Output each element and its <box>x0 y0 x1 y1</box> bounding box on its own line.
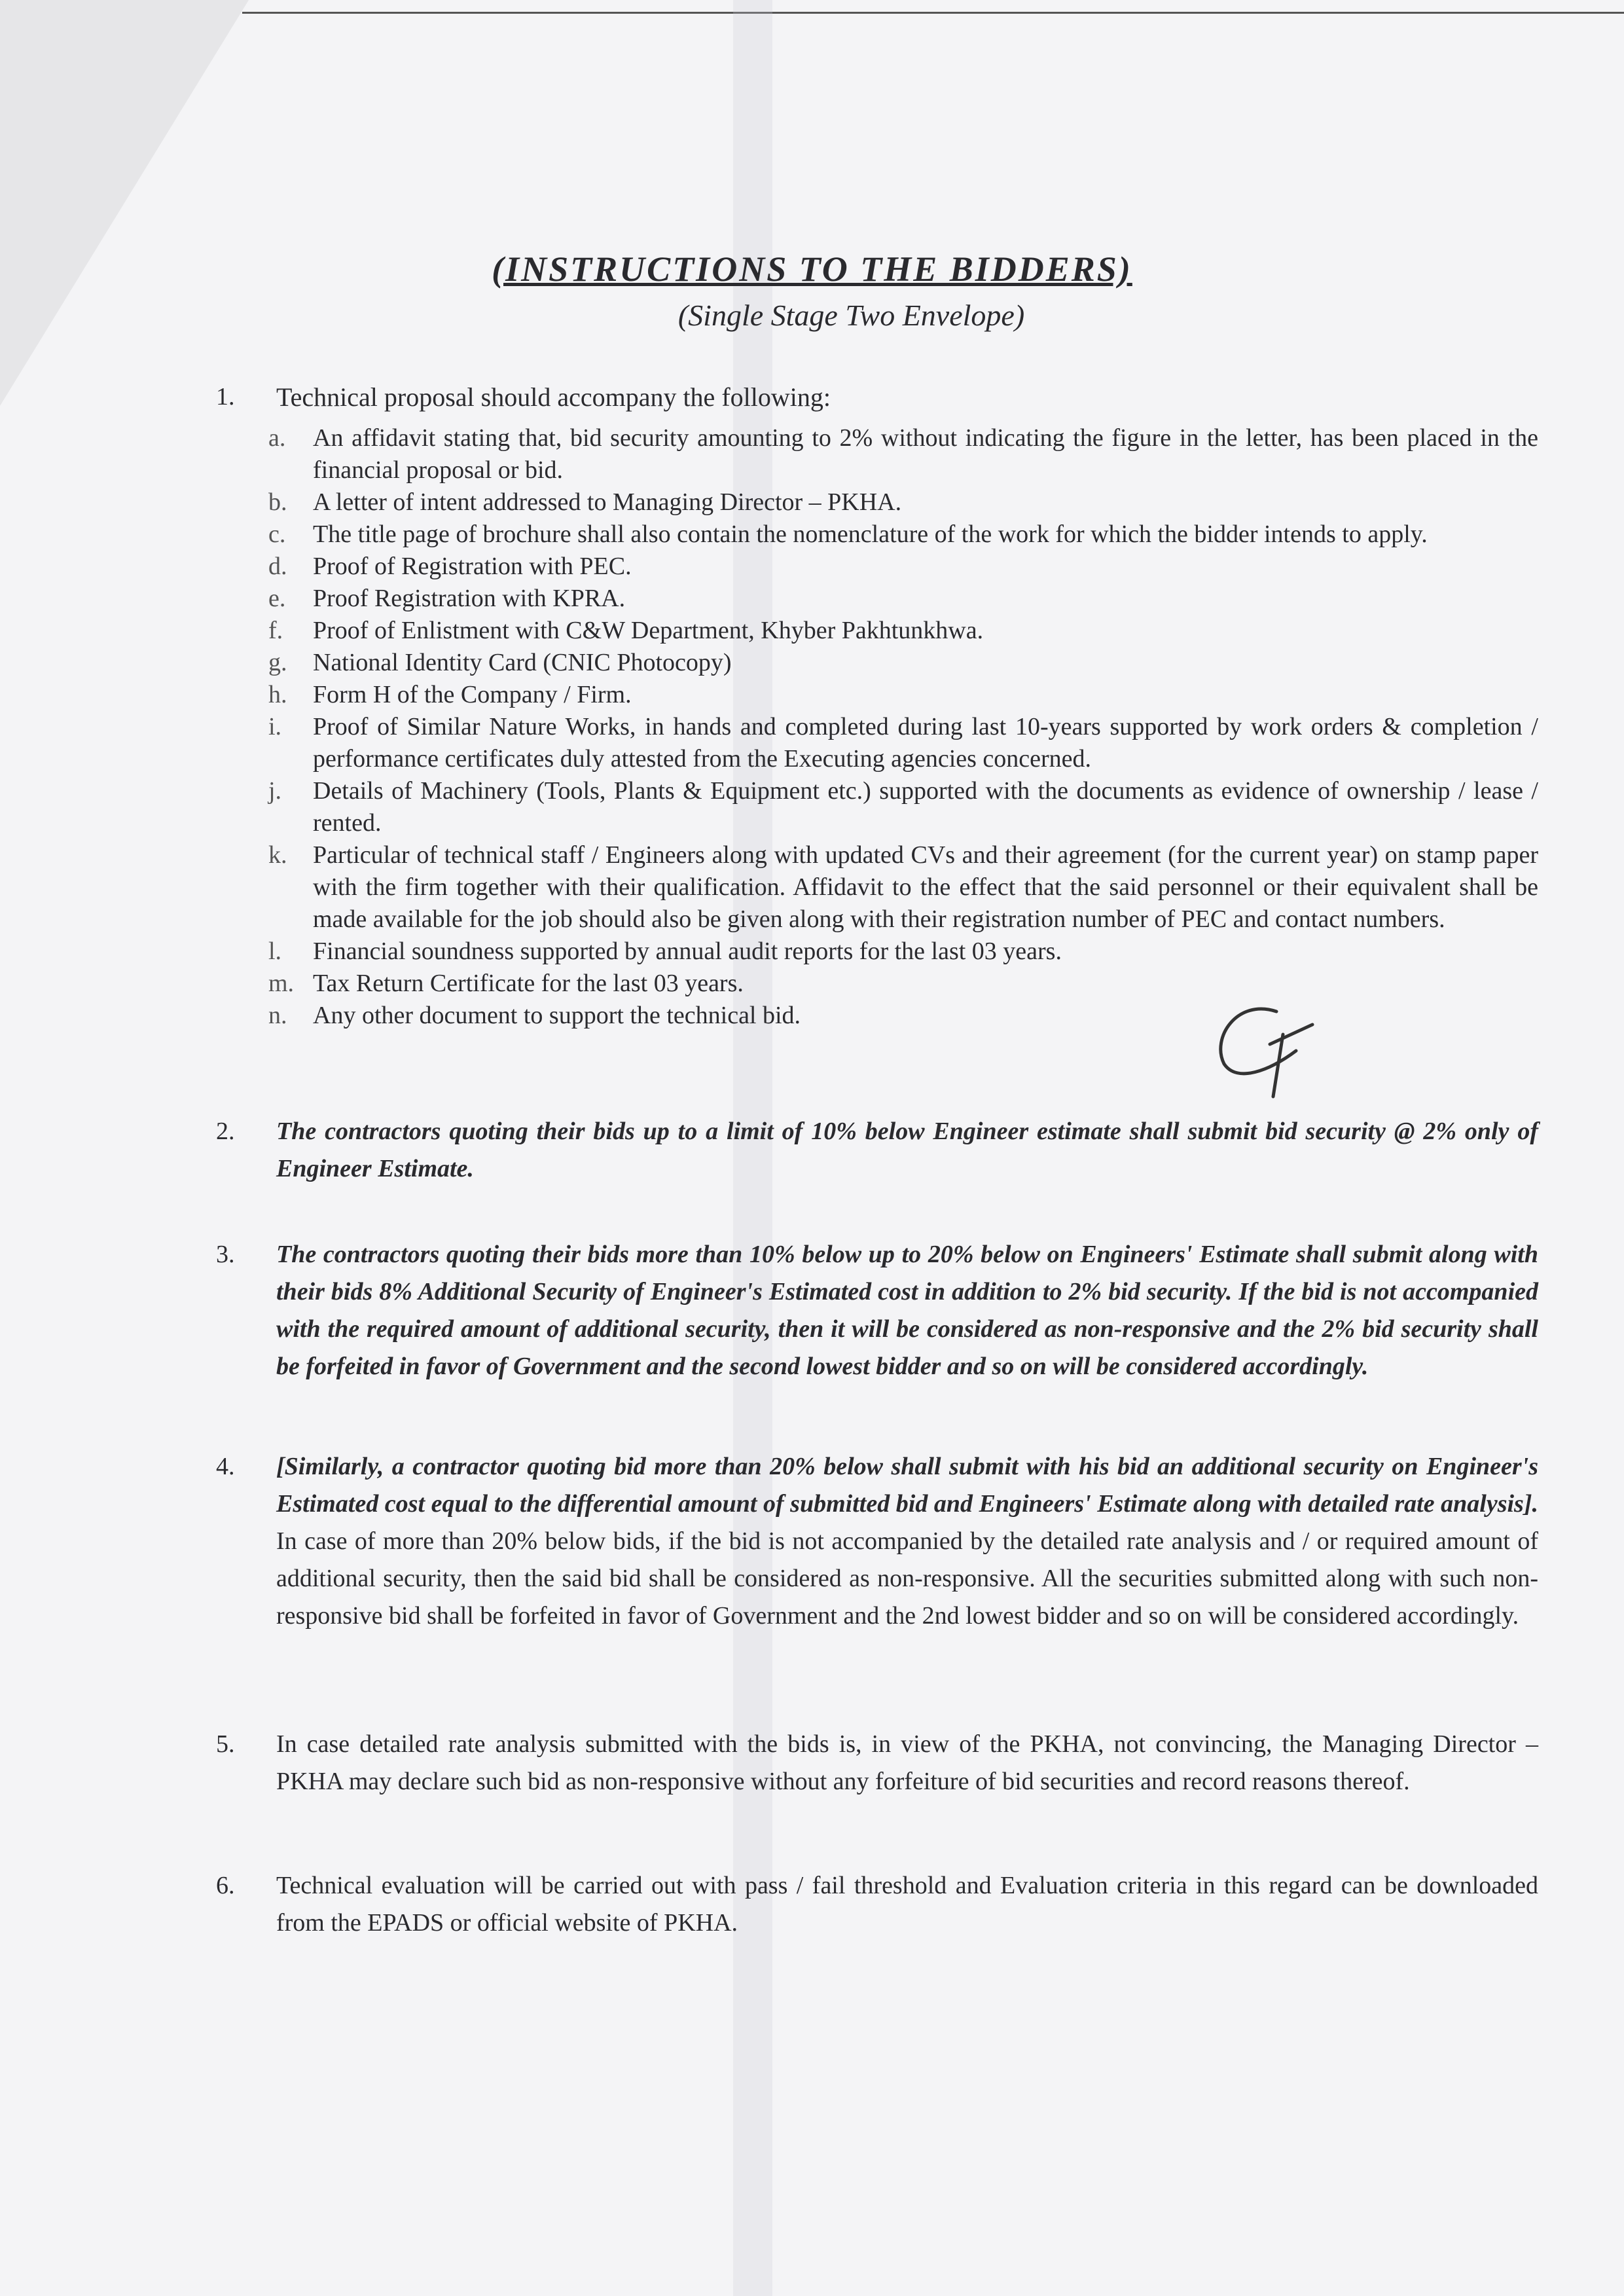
sub-item <box>216 968 1538 1000</box>
sub-item <box>216 615 1538 647</box>
sub-item-letter: n. <box>268 1002 287 1029</box>
sub-item-text: National Identity Card (CNIC Photocopy) <box>313 649 732 676</box>
sub-item-letter: d. <box>268 553 287 580</box>
item-5: 5. In case detailed rate analysis submitted with the bids is, in view of the PKHA, not convincing, the Managing Director – PKHA may declare such bid as non-responsive without any forfeiture of bid securities and record reasons thereof. <box>216 1730 1538 1795</box>
sub-item-letter: m. <box>268 970 295 997</box>
sub-item-letter: f. <box>268 617 283 644</box>
sub-item-letter: a. <box>268 424 286 452</box>
sub-item-text: An affidavit stating that, bid security amounting to 2% without indicating the figure in the letter, has been placed in the financial proposal or bid. <box>313 424 1538 484</box>
sub-item <box>216 647 1538 679</box>
sub-item-letter: h. <box>268 681 287 708</box>
sub-item <box>216 775 1538 839</box>
sub-item-text: Form H of the Company / Firm. <box>313 681 632 708</box>
sub-item-letter: b. <box>268 488 287 516</box>
sub-item-text: Tax Return Certificate for the last 03 years. <box>313 970 744 997</box>
sub-item-letter: l. <box>268 938 282 965</box>
sub-item <box>216 519 1538 551</box>
scan-edge-line <box>242 12 1624 14</box>
sub-item-text: Proof Registration with KPRA. <box>313 585 626 612</box>
sub-item-letter: i. <box>268 713 282 740</box>
document-subtitle: (Single Stage Two Envelope) <box>677 299 1025 332</box>
sub-item <box>216 839 1538 936</box>
item-4: 4. [Similarly, a contractor quoting bid more than 20% below shall submit with his bid an additional security on Engineer's Estimated cost equal to the differential amount of submitted bid and Engineers' Estimate along with detailed rate analysis]. In case of more than 20% below bids, if the bid is not accompanied by the detailed rate analysis and / or required amount of additional security, then the said bid shall be considered as non-responsive. All the securities submitted along with such non-responsive bid shall be forfeited in favor of Government and the 2nd lowest bidder and so on will be considered accordingly. <box>216 1453 1538 1630</box>
sub-item-letter: c. <box>268 520 286 548</box>
page-fold-shadow <box>0 0 249 406</box>
sub-item <box>216 711 1538 775</box>
sub-item <box>216 936 1538 968</box>
sub-item-text: A letter of intent addressed to Managing Director – PKHA. <box>313 488 902 516</box>
sub-item-text: Proof of Enlistment with C&W Department, Khyber Pakhtunkhwa. <box>313 617 984 644</box>
sub-item <box>216 679 1538 711</box>
sub-item-text: Particular of technical staff / Engineers along with updated CVs and their agreement (for the current year) on stamp paper with the firm together with their qualification. Affidavit to the effect that the said personnel or their equivalent shall be made available for the job should also be given along with their registration number of PEC and contact numbers. <box>313 841 1538 933</box>
sub-item-letter: g. <box>268 649 287 676</box>
sub-item-text: Proof of Registration with PEC. <box>313 553 632 580</box>
signature-initials <box>1198 998 1329 1103</box>
sub-item-letter: e. <box>268 585 286 612</box>
item-2: 2. The contractors quoting their bids up to a limit of 10% below Engineer estimate shall submit bid security @ 2% only of Engineer Estimate. <box>216 1118 1538 1182</box>
sub-item <box>216 486 1538 519</box>
sub-item-text: Proof of Similar Nature Works, in hands and completed during last 10-years supported by work orders & completion / performance certificates duly attested from the Executing agencies concerned. <box>313 713 1538 773</box>
sub-item-text: Details of Machinery (Tools, Plants & Equipment etc.) supported with the documents as evidence of ownership / lease / rented. <box>313 777 1538 837</box>
sub-item <box>216 551 1538 583</box>
sub-item-letter: j. <box>268 777 282 805</box>
item-1: 1. Technical proposal should accompany the following: a. An affidavit stating that, bid security amounting to 2% without indicating the figure in the letter, has been placed in the financial proposal or bid. b. A letter of intent addressed to Managing Director – PKHA. c. The title page of brochure shall also contain the nomenclature of the work for which the bidder intends to apply. d. Proof of Registration with PEC. e. Proof Registration with KPRA. f. Proof of Enlistment with C&W Department, Khyber Pakhtunkhwa. g. National Identity Card (CNIC Photocopy) h. Form H of the Company / Firm. i. Proof of Similar Nature Works, in hands and completed during last 10-years supported by work orders & completion / performance certificates duly attested from the Executing agencies concerned. j. Details of Machinery (Tools, Plants & Equipment etc.) supported with the documents as evidence of ownership / lease / rented. k. Particular of technical staff / Engineers along with updated CVs and their agreement (for the current year) on stamp paper with the firm together with their qualification. Affidavit to the effect that the said personnel or their equivalent shall be made available for the job should also be given along with their registration number of PEC and contact numbers. l. Financial soundness supported by annual audit reports for the last 03 years. m. Tax Return Certificate for the last 03 years. n. Any other document to support the technical bid. <box>216 381 1538 1032</box>
sub-item-letter: k. <box>268 841 287 869</box>
sub-item-text: Financial soundness supported by annual audit reports for the last 03 years. <box>313 938 1062 965</box>
sub-item <box>216 422 1538 486</box>
sub-item-text: Any other document to support the technical bid. <box>313 1002 801 1029</box>
sub-item <box>216 583 1538 615</box>
item-6: 6. Technical evaluation will be carried out with pass / fail threshold and Evaluation criteria in this regard can be downloaded from the EPADS or official website of PKHA. <box>216 1872 1538 1937</box>
sub-item-text: The title page of brochure shall also contain the nomenclature of the work for which the bidder intends to apply. <box>313 520 1428 548</box>
item-3: 3. The contractors quoting their bids more than 10% below up to 20% below on Engineers' Estimate shall submit along with their bids 8% Additional Security of Engineer's Estimated cost in addition to 2% bid security. If the bid is not accompanied with the required amount of additional security, then it will be considered as non-responsive and the 2% bid security shall be forfeited in favor of Government and the second lowest bidder and so on will be considered accordingly. <box>216 1241 1538 1380</box>
document-title: (INSTRUCTIONS TO THE BIDDERS) <box>492 249 1132 289</box>
sub-item <box>216 1000 1538 1032</box>
